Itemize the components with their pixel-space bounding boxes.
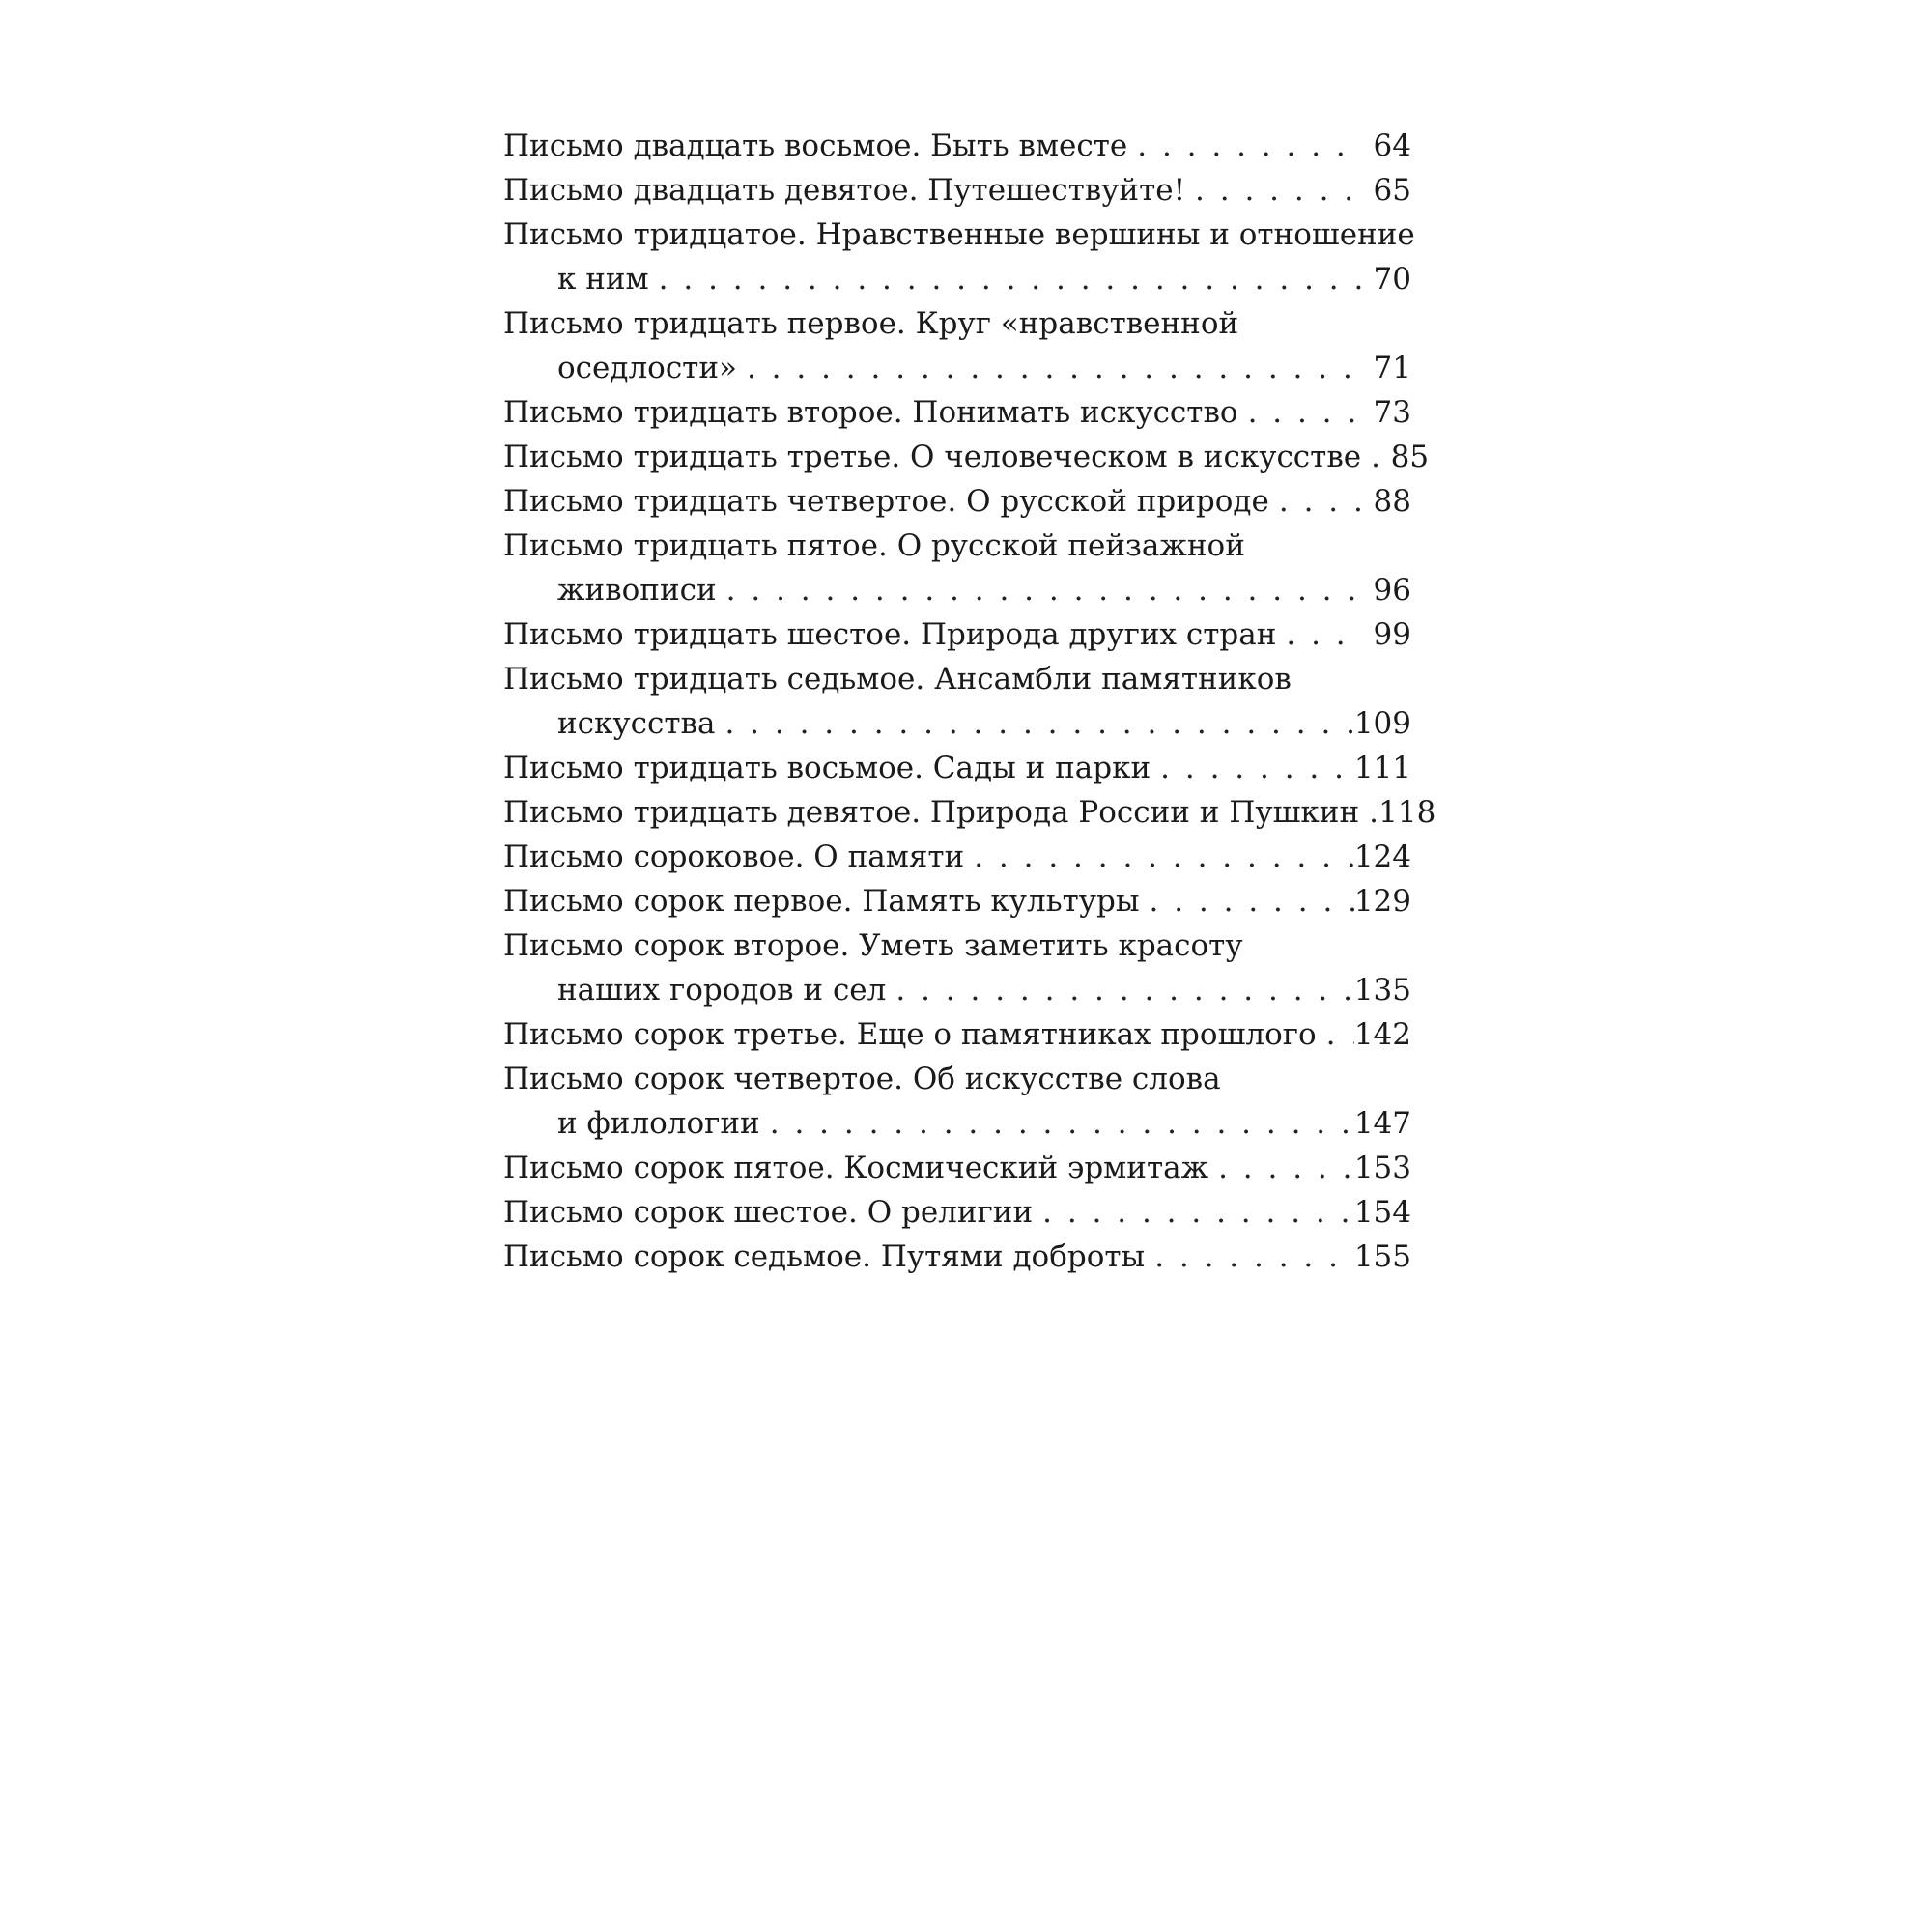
toc-line <box>503 1012 1411 1057</box>
toc-page-number: 154 <box>1353 1195 1411 1230</box>
toc-entry-title: Письмо тридцатое. Нравственные вершины и отношение <box>503 217 1415 252</box>
toc-entry-title: Письмо тридцать шестое. Природа других стран <box>503 617 1277 652</box>
dot-leader <box>1359 790 1378 835</box>
dot-leader <box>1033 1190 1354 1235</box>
toc-entry[interactable] <box>503 435 1430 479</box>
toc-page-number: 73 <box>1373 395 1411 430</box>
toc-entry[interactable] <box>503 1190 1411 1235</box>
toc-entry[interactable] <box>503 1146 1411 1190</box>
toc-entry-title: Письмо двадцать девятое. Путешествуйте! <box>503 173 1186 208</box>
toc-entry-title-continued: живописи <box>557 573 717 608</box>
toc-page-number: 96 <box>1373 573 1411 608</box>
toc-entry[interactable] <box>503 746 1411 790</box>
toc-page-number: 129 <box>1353 884 1411 919</box>
toc-line <box>503 524 1411 568</box>
dot-leader <box>717 568 1363 612</box>
toc-entry[interactable] <box>503 479 1411 524</box>
toc-entry[interactable] <box>503 612 1411 657</box>
toc-page-number: 153 <box>1353 1151 1411 1185</box>
toc-page-number: 147 <box>1353 1106 1411 1141</box>
dot-leader <box>649 257 1363 301</box>
dot-leader <box>886 968 1353 1012</box>
toc-entry-title-continued: и филологии <box>557 1106 760 1141</box>
toc-line <box>503 124 1411 168</box>
dot-leader <box>1208 1146 1354 1190</box>
toc-line <box>503 1190 1411 1235</box>
toc-entry[interactable] <box>503 168 1411 213</box>
toc-entry-title: Письмо тридцать пятое. О русской пейзажной <box>503 528 1245 563</box>
dot-leader <box>760 1101 1354 1146</box>
toc-entry-title: Письмо тридцать второе. Понимать искусство <box>503 395 1238 430</box>
toc-line-continuation <box>503 1101 1411 1146</box>
toc-entry-title: Письмо тридцать восьмое. Сады и парки <box>503 751 1151 785</box>
toc-line <box>503 879 1411 923</box>
toc-entry-title: Письмо сорок третье. Еще о памятниках прошлого <box>503 1017 1317 1052</box>
toc-entry[interactable] <box>503 124 1411 168</box>
toc-page-number: 64 <box>1373 128 1411 163</box>
dot-leader <box>1238 390 1363 435</box>
toc-entry-title-continued: к ним <box>557 262 649 297</box>
toc-line-continuation <box>503 701 1411 746</box>
toc-line <box>503 390 1411 435</box>
toc-entry-title: Письмо сорок первое. Память культуры <box>503 884 1140 919</box>
toc-line <box>503 301 1411 346</box>
toc-page-number: 155 <box>1353 1239 1411 1274</box>
toc-page-number: 111 <box>1353 751 1411 785</box>
toc-page-number: 65 <box>1373 173 1411 208</box>
dot-leader <box>737 346 1363 390</box>
toc-entry[interactable] <box>503 213 1415 301</box>
toc-entry-title: Письмо тридцать девятое. Природа России и Пушкин <box>503 795 1360 830</box>
table-of-contents <box>503 124 1436 1279</box>
toc-entry[interactable] <box>503 657 1411 746</box>
toc-line-continuation <box>503 568 1411 612</box>
toc-page-number: 135 <box>1353 973 1411 1008</box>
toc-page-number: 142 <box>1353 1017 1411 1052</box>
toc-entry[interactable] <box>503 1012 1411 1057</box>
toc-entry[interactable] <box>503 524 1411 612</box>
toc-page-number: 118 <box>1378 795 1436 830</box>
toc-entry-title: Письмо сорок пятое. Космический эрмитаж <box>503 1151 1209 1185</box>
toc-entry[interactable] <box>503 879 1411 923</box>
toc-page-number: 70 <box>1373 262 1411 297</box>
toc-entry[interactable] <box>503 923 1411 1012</box>
toc-page-number: 71 <box>1373 351 1411 385</box>
toc-line <box>503 1146 1411 1190</box>
dot-leader <box>964 835 1354 879</box>
toc-entry-title: Письмо сороковое. О памяти <box>503 839 965 874</box>
toc-entry-title: Письмо сорок второе. Уметь заметить красоту <box>503 928 1243 963</box>
toc-entry[interactable] <box>503 790 1436 835</box>
toc-line <box>503 835 1411 879</box>
toc-entry-title: Письмо двадцать восьмое. Быть вместе <box>503 128 1128 163</box>
toc-page-number: 99 <box>1373 617 1411 652</box>
toc-line-continuation <box>503 968 1411 1012</box>
toc-line <box>503 479 1411 524</box>
toc-entry-title: Письмо сорок седьмое. Путями доброты <box>503 1239 1146 1274</box>
toc-line <box>503 435 1430 479</box>
toc-line <box>503 168 1411 213</box>
toc-line <box>503 790 1436 835</box>
toc-line <box>503 213 1415 257</box>
toc-line-continuation <box>503 257 1411 301</box>
toc-line <box>503 1057 1411 1101</box>
dot-leader <box>1317 1012 1354 1057</box>
dot-leader <box>1269 479 1363 524</box>
dot-leader <box>1276 612 1363 657</box>
toc-entry[interactable] <box>503 390 1411 435</box>
toc-line <box>503 923 1411 968</box>
toc-entry-title: Письмо сорок четвертое. Об искусстве слова <box>503 1062 1221 1096</box>
dot-leader <box>715 701 1353 746</box>
toc-entry[interactable] <box>503 835 1411 879</box>
toc-entry[interactable] <box>503 1057 1411 1146</box>
toc-line <box>503 746 1411 790</box>
dot-leader <box>1151 746 1354 790</box>
dot-leader <box>1185 168 1363 213</box>
dot-leader <box>1140 879 1354 923</box>
dot-leader <box>1145 1235 1354 1279</box>
toc-entry[interactable] <box>503 1235 1411 1279</box>
toc-page-number: 88 <box>1373 484 1411 519</box>
toc-line <box>503 612 1411 657</box>
toc-page-number: 109 <box>1353 706 1411 741</box>
dot-leader <box>1361 435 1380 479</box>
toc-entry-title: Письмо тридцать седьмое. Ансамбли памятников <box>503 662 1292 696</box>
toc-line <box>503 657 1411 701</box>
toc-entry-title: Письмо тридцать четвертое. О русской природе <box>503 484 1269 519</box>
dot-leader <box>1127 124 1363 168</box>
toc-page-number: 124 <box>1353 839 1411 874</box>
toc-entry-title: Письмо тридцать первое. Круг «нравственной <box>503 306 1239 341</box>
toc-entry-title-continued: искусства <box>557 706 716 741</box>
toc-entry-title: Письмо сорок шестое. О религии <box>503 1195 1034 1230</box>
toc-page-number: 85 <box>1390 440 1430 474</box>
toc-entry[interactable] <box>503 301 1411 390</box>
toc-entry-title: Письмо тридцать третье. О человеческом в искусстве <box>503 440 1362 474</box>
toc-line-continuation <box>503 346 1411 390</box>
toc-entry-title-continued: наших городов и сел <box>557 973 887 1008</box>
toc-line <box>503 1235 1411 1279</box>
toc-entry-title-continued: оседлости» <box>557 351 737 385</box>
